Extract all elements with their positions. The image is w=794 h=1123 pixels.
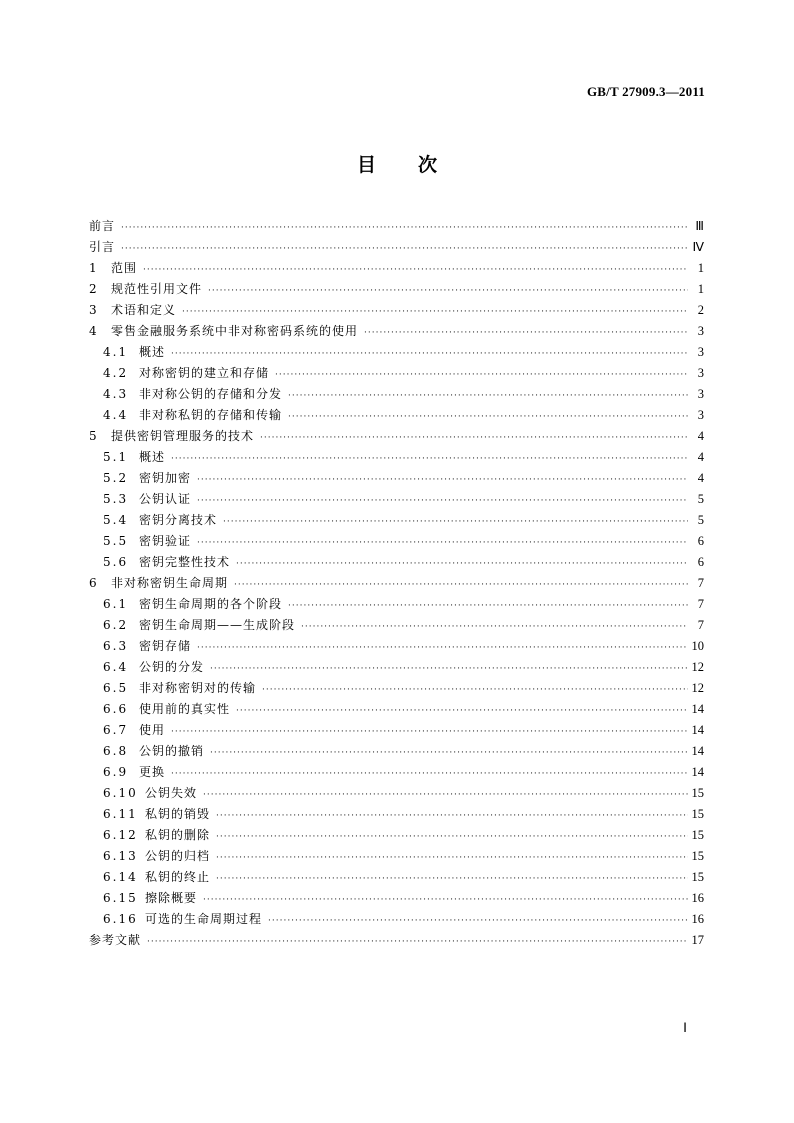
toc-entry[interactable] [89, 237, 704, 258]
dot-leader [288, 407, 688, 428]
toc-entry[interactable] [89, 573, 704, 594]
toc-entry-label: 非对称公钥的存储和分发 [139, 387, 283, 401]
toc-entry-page: 3 [697, 408, 704, 422]
toc-entry-label: 私钥的终止 [145, 870, 211, 884]
dot-leader [197, 533, 688, 554]
toc-entry[interactable] [89, 741, 704, 762]
toc-entry-number: 6.8 [103, 744, 129, 758]
toc-entry-page: 17 [691, 933, 704, 947]
toc-entry[interactable] [89, 405, 704, 426]
toc-entry[interactable] [89, 783, 704, 804]
dot-leader [203, 890, 687, 911]
toc-entry-page: 12 [691, 660, 704, 674]
toc-entry-page: 6 [697, 555, 704, 569]
toc-entry-page: Ⅲ [695, 219, 704, 233]
dot-leader [236, 554, 688, 575]
toc-entry-page: 10 [691, 639, 704, 653]
dot-leader [171, 449, 688, 470]
toc-entry-page: 15 [691, 786, 704, 800]
dot-leader [288, 386, 688, 407]
toc-entry-label: 前言 [89, 219, 116, 233]
toc-entry-page: 7 [697, 618, 704, 632]
toc-entry[interactable] [89, 825, 704, 846]
toc-entry-page: 4 [697, 429, 704, 443]
toc-entry-page: 5 [697, 492, 704, 506]
toc-entry-label: 非对称密钥生命周期 [111, 576, 229, 590]
dot-leader [210, 659, 687, 680]
toc-entry[interactable] [89, 888, 704, 909]
toc-entry[interactable] [89, 363, 704, 384]
toc-entry-label: 更换 [139, 765, 166, 779]
toc-entry-page: 14 [691, 723, 704, 737]
toc-entry[interactable] [89, 867, 704, 888]
toc-entry[interactable] [89, 510, 704, 531]
toc-entry[interactable] [89, 258, 704, 279]
toc-entry-label: 公钥失效 [145, 786, 198, 800]
page-folio: Ⅰ [683, 1020, 687, 1035]
dot-leader [275, 365, 688, 386]
toc-entry-page: 3 [697, 366, 704, 380]
toc-entry-number: 6.12 [103, 828, 138, 842]
toc-entry[interactable] [89, 720, 704, 741]
toc-entry-number: 6.14 [103, 870, 138, 884]
toc-entry[interactable] [89, 300, 704, 321]
dot-leader [143, 260, 688, 281]
toc-entry-label: 概述 [139, 345, 166, 359]
toc-entry-number: 6.9 [103, 765, 129, 779]
toc-entry-number: 6.16 [103, 912, 138, 926]
toc-entry-number: 6.13 [103, 849, 138, 863]
toc-entry[interactable] [89, 762, 704, 783]
toc-entry-number: 5.4 [103, 513, 129, 527]
toc-entry[interactable] [89, 531, 704, 552]
toc-entry-number: 6.4 [103, 660, 129, 674]
toc-entry-page: 15 [691, 870, 704, 884]
toc-entry-page: 3 [697, 387, 704, 401]
toc-entry-label: 术语和定义 [111, 303, 177, 317]
dot-leader [171, 722, 687, 743]
toc-entry-page: 2 [697, 303, 704, 317]
toc-entry-label: 私钥的删除 [145, 828, 211, 842]
dot-leader [216, 806, 687, 827]
toc-entry-label: 擦除概要 [145, 891, 198, 905]
toc-entry-page: Ⅳ [692, 240, 704, 254]
dot-leader [171, 764, 687, 785]
toc-entry-number: 4 [89, 324, 99, 338]
dot-leader [216, 827, 687, 848]
toc-entry-label: 密钥分离技术 [139, 513, 218, 527]
toc-entry-label: 公钥的归档 [145, 849, 211, 863]
toc-entry-label: 公钥认证 [139, 492, 192, 506]
dot-leader [197, 470, 688, 491]
toc-entry-number: 6.10 [103, 786, 138, 800]
toc-entry-number: 5.6 [103, 555, 129, 569]
toc-entry-number: 6.5 [103, 681, 129, 695]
dot-leader [216, 848, 687, 869]
toc-entry[interactable] [89, 216, 704, 237]
toc-entry[interactable] [89, 321, 704, 342]
toc-entry-page: 14 [691, 765, 704, 779]
toc-entry-number: 3 [89, 303, 99, 317]
toc-entry-label: 密钥生命周期的各个阶段 [139, 597, 283, 611]
dot-leader [208, 281, 688, 302]
toc-entry-number: 4.4 [103, 408, 129, 422]
toc-entry-label: 非对称私钥的存储和传输 [139, 408, 283, 422]
dot-leader [236, 701, 687, 722]
toc-entry-page: 3 [697, 345, 704, 359]
toc-entry-label: 密钥完整性技术 [139, 555, 231, 569]
toc-entry-label: 可选的生命周期过程 [145, 912, 263, 926]
toc-entry-page: 14 [691, 744, 704, 758]
toc-entry-label: 公钥的撤销 [139, 744, 205, 758]
dot-leader [182, 302, 688, 323]
dot-leader [147, 932, 687, 953]
toc-entry[interactable] [89, 342, 704, 363]
toc-entry[interactable] [89, 699, 704, 720]
toc-entry-number: 2 [89, 282, 99, 296]
toc-entry-page: 15 [691, 828, 704, 842]
toc-entry-label: 使用前的真实性 [139, 702, 231, 716]
toc-entry-label: 非对称密钥对的传输 [139, 681, 257, 695]
toc-entry-number: 5.3 [103, 492, 129, 506]
toc-entry-number: 6.7 [103, 723, 129, 737]
toc-entry-number: 5.2 [103, 471, 129, 485]
toc-entry-label: 规范性引用文件 [111, 282, 203, 296]
toc-entry-label: 概述 [139, 450, 166, 464]
toc-entry[interactable] [89, 657, 704, 678]
toc-entry[interactable] [89, 615, 704, 636]
standard-code: GB/T 27909.3—2011 [586, 84, 705, 99]
dot-leader [171, 344, 688, 365]
toc-entry-page: 14 [691, 702, 704, 716]
dot-leader [203, 785, 687, 806]
dot-leader [288, 596, 688, 617]
toc-entry[interactable] [89, 846, 704, 867]
toc-entry-number: 4.1 [103, 345, 129, 359]
toc-entry-label: 私钥的销毁 [145, 807, 211, 821]
toc-entry-label: 范围 [111, 261, 138, 275]
dot-leader [234, 575, 688, 596]
toc-entry[interactable] [89, 468, 704, 489]
toc-entry-page: 3 [697, 324, 704, 338]
toc-entry-page: 7 [697, 576, 704, 590]
toc-entry-number: 6.2 [103, 618, 129, 632]
dot-leader [364, 323, 688, 344]
toc-entry-page: 6 [697, 534, 704, 548]
toc-entry-label: 密钥存储 [139, 639, 192, 653]
toc-entry-page: 15 [691, 807, 704, 821]
toc-entry-number: 5.1 [103, 450, 129, 464]
toc-entry-page: 4 [697, 471, 704, 485]
toc-entry-number: 6.1 [103, 597, 129, 611]
toc-entry-page: 1 [697, 282, 704, 296]
toc-entry[interactable] [89, 804, 704, 825]
toc-entry-number: 6 [89, 576, 99, 590]
toc-entry[interactable] [89, 279, 704, 300]
toc-entry[interactable] [89, 489, 704, 510]
dot-leader [197, 638, 687, 659]
toc-entry-label: 公钥的分发 [139, 660, 205, 674]
dot-leader [121, 218, 688, 239]
toc-entry-number: 4.3 [103, 387, 129, 401]
toc-entry[interactable] [89, 384, 704, 405]
table-of-contents [89, 216, 704, 951]
dot-leader [197, 491, 688, 512]
dot-leader [223, 512, 688, 533]
toc-entry-page: 12 [691, 681, 704, 695]
toc-entry-number: 6.15 [103, 891, 138, 905]
toc-entry-label: 引言 [89, 240, 116, 254]
toc-entry-label: 密钥验证 [139, 534, 192, 548]
toc-entry[interactable] [89, 636, 704, 657]
page-title: 目次 [356, 154, 479, 176]
toc-entry[interactable] [89, 678, 704, 699]
toc-entry-page: 4 [697, 450, 704, 464]
toc-entry-page: 5 [697, 513, 704, 527]
toc-entry-page: 15 [691, 849, 704, 863]
toc-entry-number: 6.6 [103, 702, 129, 716]
toc-entry[interactable] [89, 594, 704, 615]
dot-leader [268, 911, 687, 932]
dot-leader [301, 617, 688, 638]
toc-entry[interactable] [89, 552, 704, 573]
toc-entry-label: 参考文献 [89, 933, 142, 947]
toc-entry-page: 16 [691, 912, 704, 926]
dot-leader [210, 743, 687, 764]
dot-leader [262, 680, 687, 701]
dot-leader [216, 869, 687, 890]
toc-entry-label: 密钥加密 [139, 471, 192, 485]
toc-entry-page: 16 [691, 891, 704, 905]
toc-entry-number: 1 [89, 261, 99, 275]
toc-entry-label: 密钥生命周期——生成阶段 [139, 618, 296, 632]
dot-leader [121, 239, 688, 260]
toc-entry-number: 5 [89, 429, 99, 443]
toc-entry-number: 6.3 [103, 639, 129, 653]
toc-entry-number: 6.11 [103, 807, 138, 821]
toc-entry[interactable] [89, 909, 704, 930]
toc-entry-label: 对称密钥的建立和存储 [139, 366, 270, 380]
toc-entry-number: 4.2 [103, 366, 129, 380]
toc-entry-label: 零售金融服务系统中非对称密码系统的使用 [111, 324, 359, 338]
toc-entry[interactable] [89, 447, 704, 468]
toc-entry-label: 提供密钥管理服务的技术 [111, 429, 255, 443]
toc-entry[interactable] [89, 930, 704, 951]
toc-entry[interactable] [89, 426, 704, 447]
toc-entry-number: 5.5 [103, 534, 129, 548]
toc-entry-label: 使用 [139, 723, 166, 737]
toc-entry-page: 1 [697, 261, 704, 275]
toc-entry-page: 7 [697, 597, 704, 611]
dot-leader [260, 428, 688, 449]
